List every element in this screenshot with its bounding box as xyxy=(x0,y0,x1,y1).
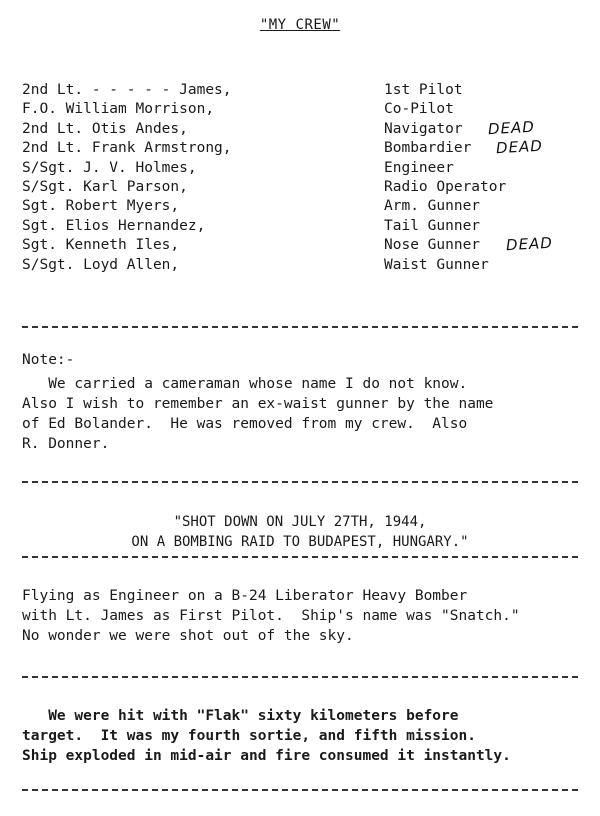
hit-line: We were hit with "Flak" sixty kilometers before xyxy=(22,708,459,724)
crew-row xyxy=(22,99,582,119)
note-paragraph xyxy=(22,374,582,454)
note-line: We carried a cameraman whose name I do not know. xyxy=(22,376,468,392)
handwritten-dead-annotation: DEAD xyxy=(495,136,544,158)
crew-role: Waist Gunner xyxy=(384,256,489,273)
crew-row xyxy=(22,119,582,139)
page-title: "MY CREW" xyxy=(259,17,341,33)
crew-name: F.O. William Morrison, xyxy=(22,101,215,118)
flying-line: Flying as Engineer on a B-24 Liberator Heavy Bomber xyxy=(22,588,468,604)
crew-name: S/Sgt. Loyd Allen, xyxy=(22,256,180,273)
crew-role: Bombardier xyxy=(384,140,472,157)
flying-paragraph xyxy=(22,586,582,646)
crew-row xyxy=(22,177,582,197)
divider xyxy=(22,481,578,483)
crew-role: Engineer xyxy=(384,159,454,176)
handwritten-dead-annotation: DEAD xyxy=(487,117,536,139)
hit-line: Ship exploded in mid-air and fire consumed it instantly. xyxy=(22,748,511,764)
crew-row xyxy=(22,196,582,216)
handwritten-dead-annotation: DEAD xyxy=(505,233,554,255)
shot-down-line: "SHOT DOWN ON JULY 27TH, 1944, xyxy=(173,514,427,530)
divider xyxy=(22,676,578,678)
shot-down-line: ON A BOMBING RAID TO BUDAPEST, HUNGARY." xyxy=(131,534,469,550)
divider xyxy=(22,556,578,558)
crew-name: 2nd Lt. Frank Armstrong, xyxy=(22,140,232,157)
crew-row xyxy=(22,255,582,275)
hit-paragraph xyxy=(22,706,592,766)
crew-name: S/Sgt. J. V. Holmes, xyxy=(22,159,197,176)
crew-row xyxy=(22,138,582,158)
crew-role: Arm. Gunner xyxy=(384,198,481,215)
crew-role: Nose Gunner xyxy=(384,237,481,254)
crew-role: Radio Operator xyxy=(384,179,507,195)
crew-role: Navigator xyxy=(384,120,463,137)
crew-row xyxy=(22,235,582,255)
flying-line: with Lt. James as First Pilot. Ship's name was "Snatch." xyxy=(22,608,520,624)
divider xyxy=(22,789,578,791)
crew-role: Tail Gunner xyxy=(384,217,481,234)
crew-role: Co-Pilot xyxy=(384,101,454,118)
note-line: of Ed Bolander. He was removed from my crew. Also xyxy=(22,416,468,432)
crew-role: 1st Pilot xyxy=(384,82,463,98)
flying-line: No wonder we were shot out of the sky. xyxy=(22,628,354,644)
divider xyxy=(22,326,578,328)
note-heading: Note:- xyxy=(22,352,75,368)
crew-name: Sgt. Elios Hernandez, xyxy=(22,217,206,234)
crew-row xyxy=(22,216,582,236)
crew-name: Sgt. Robert Myers, xyxy=(22,198,180,215)
note-line: R. Donner. xyxy=(22,436,110,452)
shot-down-heading xyxy=(0,512,600,552)
crew-name: Sgt. Kenneth Iles, xyxy=(22,237,180,254)
crew-name: S/Sgt. Karl Parson, xyxy=(22,179,188,195)
crew-name: 2nd Lt. Otis Andes, xyxy=(22,120,188,137)
hit-line: target. It was my fourth sortie, and fifth mission. xyxy=(22,728,476,744)
crew-row xyxy=(22,80,582,100)
crew-row xyxy=(22,158,582,178)
note-line: Also I wish to remember an ex-waist gunner by the name xyxy=(22,396,494,412)
crew-name: 2nd Lt. - - - - - James, xyxy=(22,82,232,98)
